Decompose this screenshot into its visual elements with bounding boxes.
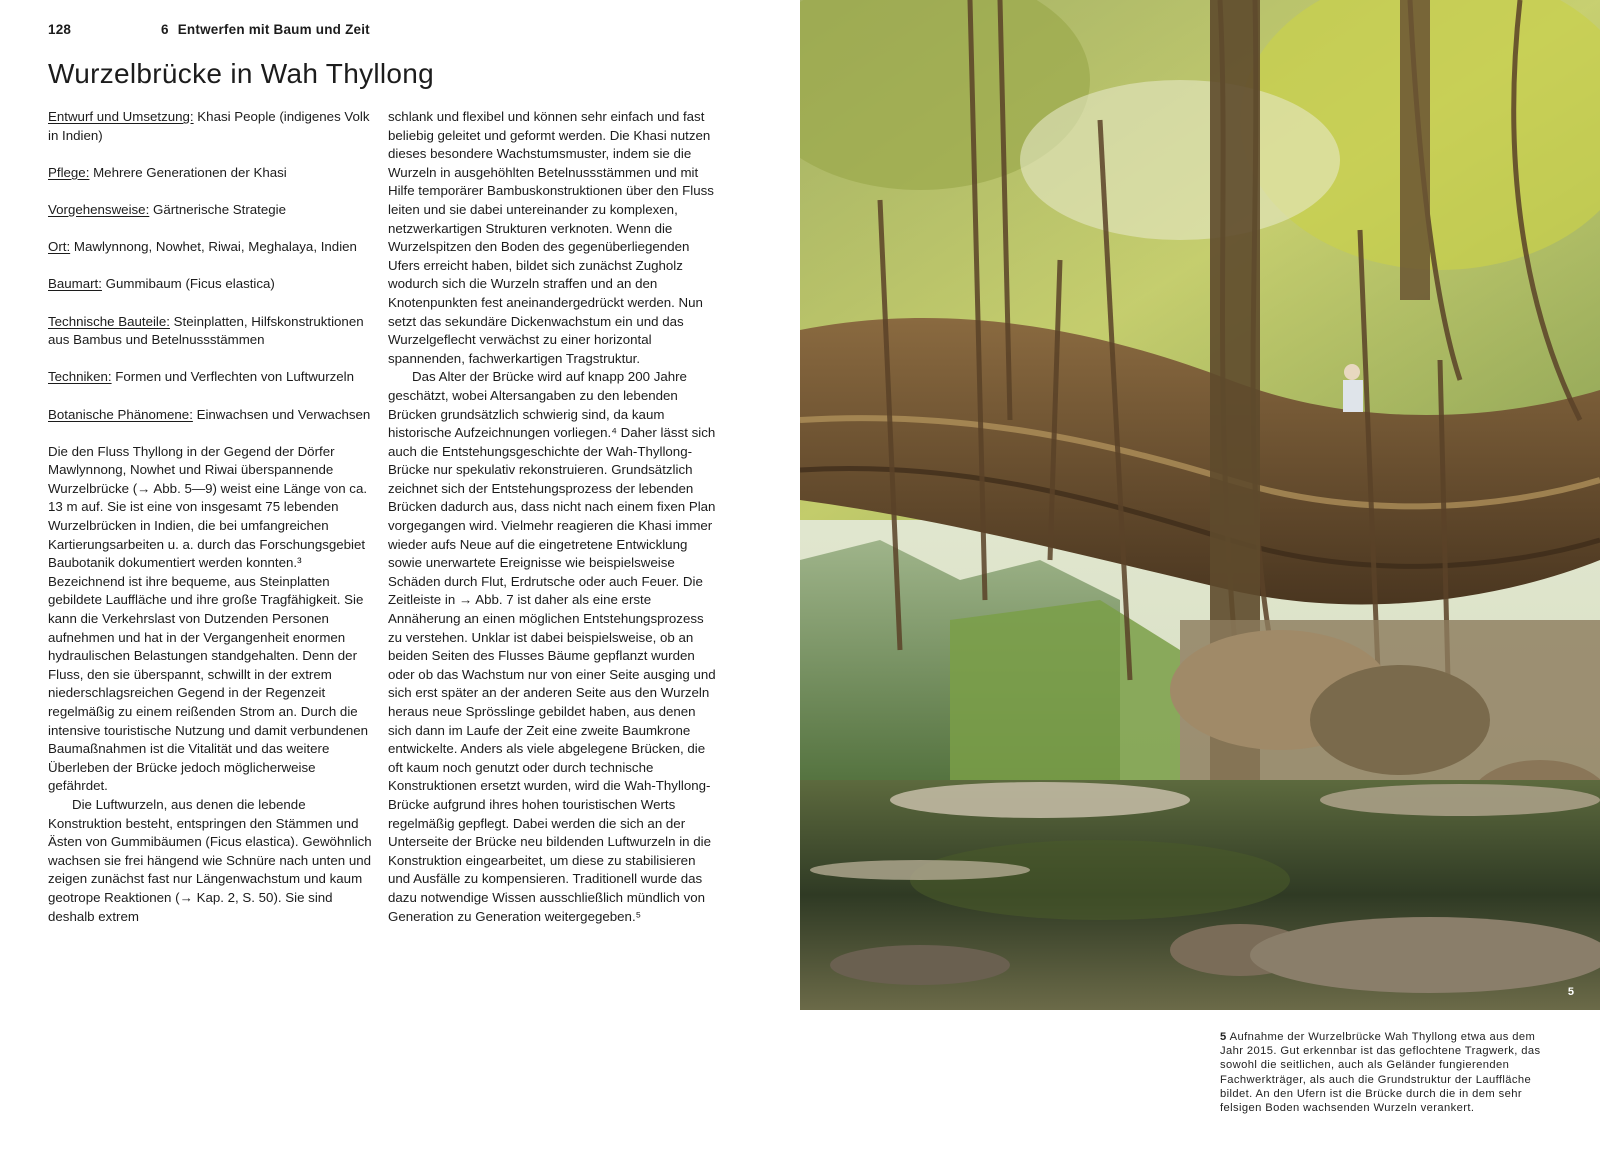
fact-value: Gummibaum (Ficus elastica) <box>101 276 275 292</box>
fact-list <box>48 108 375 424</box>
fact-item <box>48 108 375 145</box>
body-paragraph: Das Alter der Brücke wird auf knapp 200 Jahre geschätzt, wobei Altersangaben zu den lebenden Brücken grundsätzlich schwierig sind, da kaum historische Aufzeichnungen vorliegen.⁴ Daher lässt sich auch die Entstehungsgeschichte der Wah-Thyllong-Brücke nur spekulativ rekonstruieren. Grundsätzlich zeichnet sich der Entstehungsprozess der lebenden Brücken dadurch aus, dass nicht nach einem fixen Plan vorgegangen wird. Vielmehr reagieren die Khasi immer wieder aufs Neue auf die eingetretene Entwicklung sowie unerwartete Ereignisse wie beispielsweise Schäden durch Flut, Erdrutsche oder auch Feuer. Die Zeitleiste in → Abb. 7 ist daher als eine erste Annäherung an einen möglichen Entstehungsprozess zu verstehen. Unklar ist dabei beispielsweise, ob an beiden Seiten des Flusses Bäume gepflanzt wurden oder ob das Wachstum nur von einer Seite ausging und sich erst später an der anderen Seite aus den Wurzeln heraus neue Sprösslinge gebildet haben, aus denen sich dann im Laufe der Zeit eine zweite Baumkrone entwickelte. Anders als viele abgelegene Brücken, die oft kaum noch genutzt oder durch technische Konstruktionen ersetzt wurden, wird die Wah-Thyllong-Brücke aufgrund ihres hohen touristischen Werts regelmäßig gepflegt. Dabei werden die sich an der Unterseite der Brücke neu bildenden Luftwurzeln in die Konstruktion eingearbeitet, um diese zu stabilisieren und Ausfälle zu kompensieren. Traditionell wurde das dazu notwendige Wissen ausschließlich mündlich von Generation zu Generation weitergegeben.⁵ <box>388 369 716 924</box>
fact-item <box>48 368 375 387</box>
left-page <box>0 0 790 1164</box>
fact-label: Pflege: <box>48 164 90 180</box>
fact-item <box>48 164 375 183</box>
text-column-right <box>388 108 718 926</box>
caption-text: Aufnahme der Wurzelbrücke Wah Thyllong etwa aus dem Jahr 2015. Gut erkennbar ist das geflochtene Tragwerk, das sowohl die seitlichen, auch als Geländer fungierenden Fachwerkträger, als auch die Grundstruktur der Lauffläche bildet. An den Ufern ist die Brücke durch die in dem sehr felsigen Boden wachsenden Wurzeln verankert. <box>1220 1031 1541 1115</box>
fact-item <box>48 406 375 425</box>
page-number: 128 <box>48 22 72 37</box>
chapter-title: Entwerfen mit Baum und Zeit <box>177 22 370 37</box>
fact-item <box>48 275 375 294</box>
fact-label: Vorgehensweise: <box>48 201 150 217</box>
fact-label: Botanische Phänomene: <box>48 406 193 422</box>
fact-value: Khasi People (indigenes Volk in Indien) <box>48 109 370 143</box>
fact-label: Entwurf und Umsetzung: <box>48 109 194 124</box>
fact-value: Gärtnerische Strategie <box>149 201 287 217</box>
figure-marker: 5 <box>1567 986 1574 998</box>
fact-label: Techniken: <box>48 369 112 385</box>
body-paragraph: Die Luftwurzeln, aus denen die lebende Konstruktion besteht, entspringen den Stämmen und Ästen von Gummibäumen (Ficus elastica). Gewöhnlich wachsen sie frei hängend wie Schnüre nach unten und zeigen zunächst fast nur Längenwachstum und kaum geotrope Reaktionen (→ Kap. 2, S. 50). Sie sind deshalb extrem <box>48 796 372 924</box>
fact-item <box>48 201 375 220</box>
fact-value: Formen und Verflechten von Luftwurzeln <box>111 369 355 385</box>
fact-value: Mehrere Generationen der Khasi <box>89 164 287 180</box>
body-paragraph: schlank und flexibel und können sehr einfach und fast beliebig geleitet und geformt werden. Die Khasi nutzen dieses besondere Wachstumsmuster, indem sie die Wurzeln in ausgehöhlten Betelnussstämmen und mit Hilfe temporärer Bambuskonstruktionen über den Fluss leiten und sie dabei untereinander zu komplexen, netzwerkartigen Strukturen verknoten. Wenn die Wurzelspitzen den Boden des gegenüberliegenden Ufers erreicht haben, bildet sich zunächst Zugholz wodurch sich die Wurzeln straffen und an den Knotenpunkten fest aneinandergedrückt werden. Nun setzt das sekundäre Dickenwachstum ein und das Wurzelgeflecht verwächst zu einer horizontal spannenden, fachwerkartigen Tragstruktur. <box>388 109 714 366</box>
bridge-photo <box>800 0 1600 1010</box>
fact-value: Mawlynnong, Nowhet, Riwai, Meghalaya, Indien <box>70 239 357 255</box>
chapter-heading <box>161 22 370 37</box>
bridge-illustration <box>800 0 1600 1010</box>
fact-item <box>48 238 375 257</box>
chapter-number: 6 <box>161 22 169 37</box>
fact-value: Einwachsen und Verwachsen <box>192 406 371 422</box>
fact-label: Baumart: <box>48 276 102 292</box>
fact-label: Technische Bauteile: <box>48 313 170 329</box>
fact-value: Steinplatten, Hilfskonstruktionen aus Bambus und Betelnussstämmen <box>48 313 364 348</box>
article-title: Wurzelbrücke in Wah Thyllong <box>48 58 435 89</box>
fact-label: Ort: <box>48 239 71 255</box>
caption-number: 5 <box>1220 1031 1227 1043</box>
body-paragraph: Die den Fluss Thyllong in der Gegend der Dörfer Mawlynnong, Nowhet und Riwai überspannende Wurzelbrücke (→ Abb. 5—9) weist eine Länge von ca. 13 m auf. Sie ist eine von insgesamt 75 lebenden Wurzelbrücken in Indien, die bei umfangreichen Kartierungsarbeiten u. a. durch das Forschungsgebiet Baubotanik dokumentiert werden konnten.³ Bezeichnend ist ihre bequeme, aus Steinplatten gebildete Lauffläche und ihre große Tragfähigkeit. Sie kann die Verkehrslast von Dutzenden Personen aufnehmen und hat in der Vergangenheit enormen hydraulischen Belastungen standgehalten. Denn der Fluss, den sie überspannt, schwillt in der extrem niederschlagsreichen Gegend in der Regenzeit regelmäßig zu einem reißenden Strom an. Durch die intensive touristische Nutzung und damit verbundenen Baumaßnahmen ist die Vitalität und das weitere Überleben der Brücke jedoch möglicherweise gefährdet. <box>48 443 369 794</box>
figure-caption <box>1220 1030 1560 1115</box>
text-column-left <box>48 108 375 926</box>
fact-item <box>48 313 375 350</box>
